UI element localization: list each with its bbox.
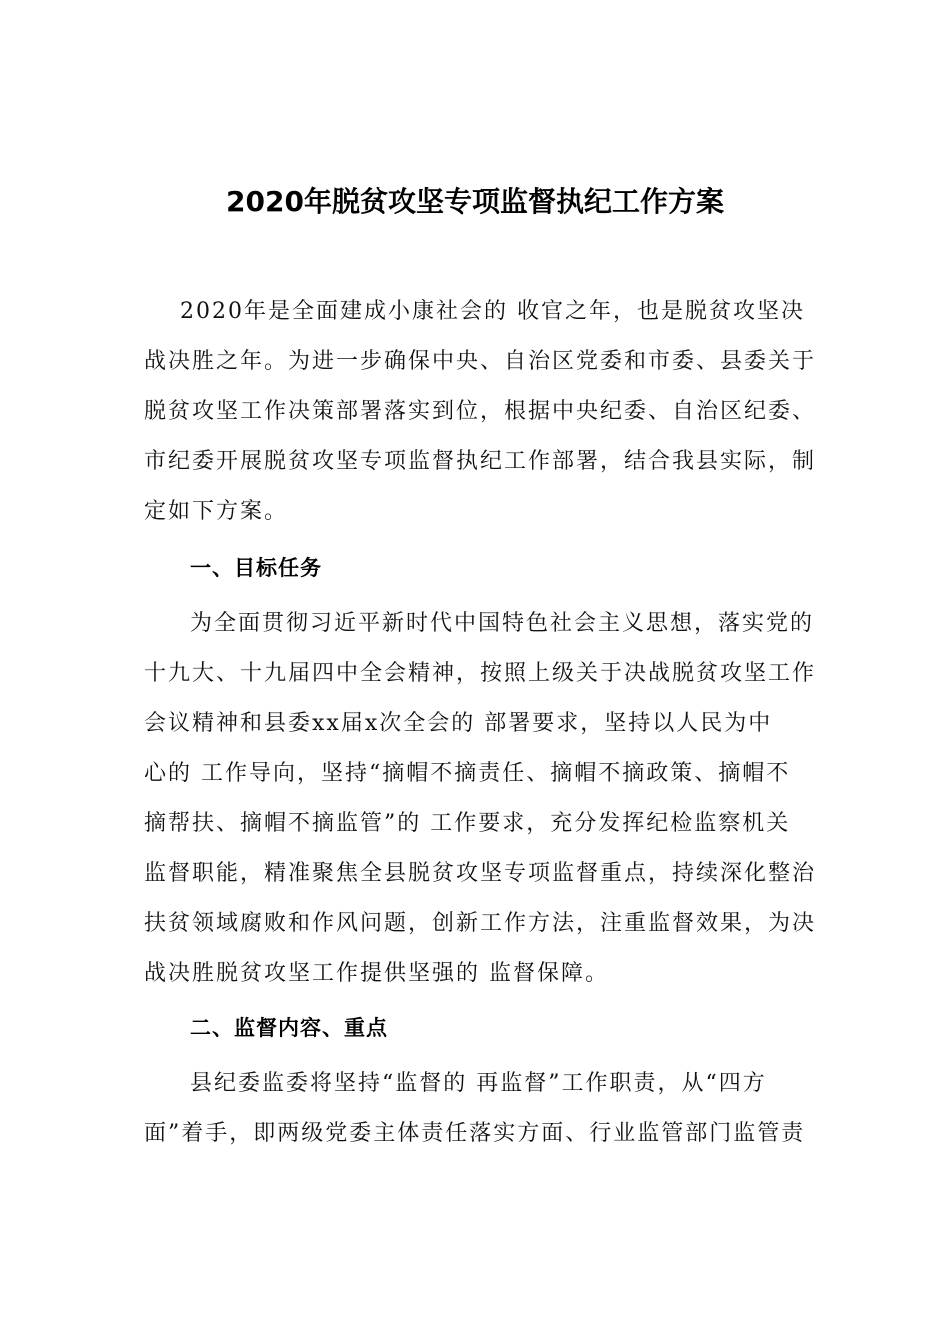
section1-line-1: 为全面贯彻习近平新时代中国特色社会主义思想，落实党的 [190, 611, 815, 636]
section1-line-2: 十九大、十九届四中全会精神，按照上级关于决战脱贫攻坚工作 [144, 661, 817, 686]
section2-line-2: 面”着手，即两级党委主体责任落实方面、行业监管部门监管责 [144, 1121, 806, 1146]
section-heading-content: 二、监督内容、重点 [190, 1016, 388, 1040]
section1-line-5: 摘帮扶、摘帽不摘监管”的 工作要求，充分发挥纪检监察机关 [144, 811, 791, 836]
intro-line-1: 2020年是全面建成小康社会的 收官之年，也是脱贫攻坚决 [180, 299, 805, 324]
intro-line-4: 市纪委开展脱贫攻坚专项监督执纪工作部署，结合我县实际，制 [144, 449, 817, 474]
intro-line-5: 定如下方案。 [144, 499, 289, 524]
section-heading-goals: 一、目标任务 [190, 556, 322, 580]
intro-line-3: 脱贫攻坚工作决策部署落实到位，根据中央纪委、自治区纪委、 [144, 399, 817, 424]
section1-line-7: 扶贫领域腐败和作风问题，创新工作方法，注重监督效果，为决 [144, 911, 817, 936]
section1-line-4: 心的 工作导向，坚持“摘帽不摘责任、摘帽不摘政策、摘帽不 [144, 761, 791, 786]
section1-line-3: 会议精神和县委xx届x次全会的 部署要求，坚持以人民为中 [144, 711, 773, 736]
document-title: 2020年脱贫攻坚专项监督执纪工作方案 [226, 185, 724, 218]
section1-line-8: 战决胜脱贫攻坚工作提供坚强的 监督保障。 [144, 961, 609, 986]
section2-line-1: 县纪委监委将坚持“监督的 再监督”工作职责，从“四方 [190, 1071, 767, 1096]
section1-line-6: 监督职能，精准聚焦全县脱贫攻坚专项监督重点，持续深化整治 [144, 861, 817, 886]
intro-line-2: 战决胜之年。为进一步确保中央、自治区党委和市委、县委关于 [144, 349, 817, 374]
